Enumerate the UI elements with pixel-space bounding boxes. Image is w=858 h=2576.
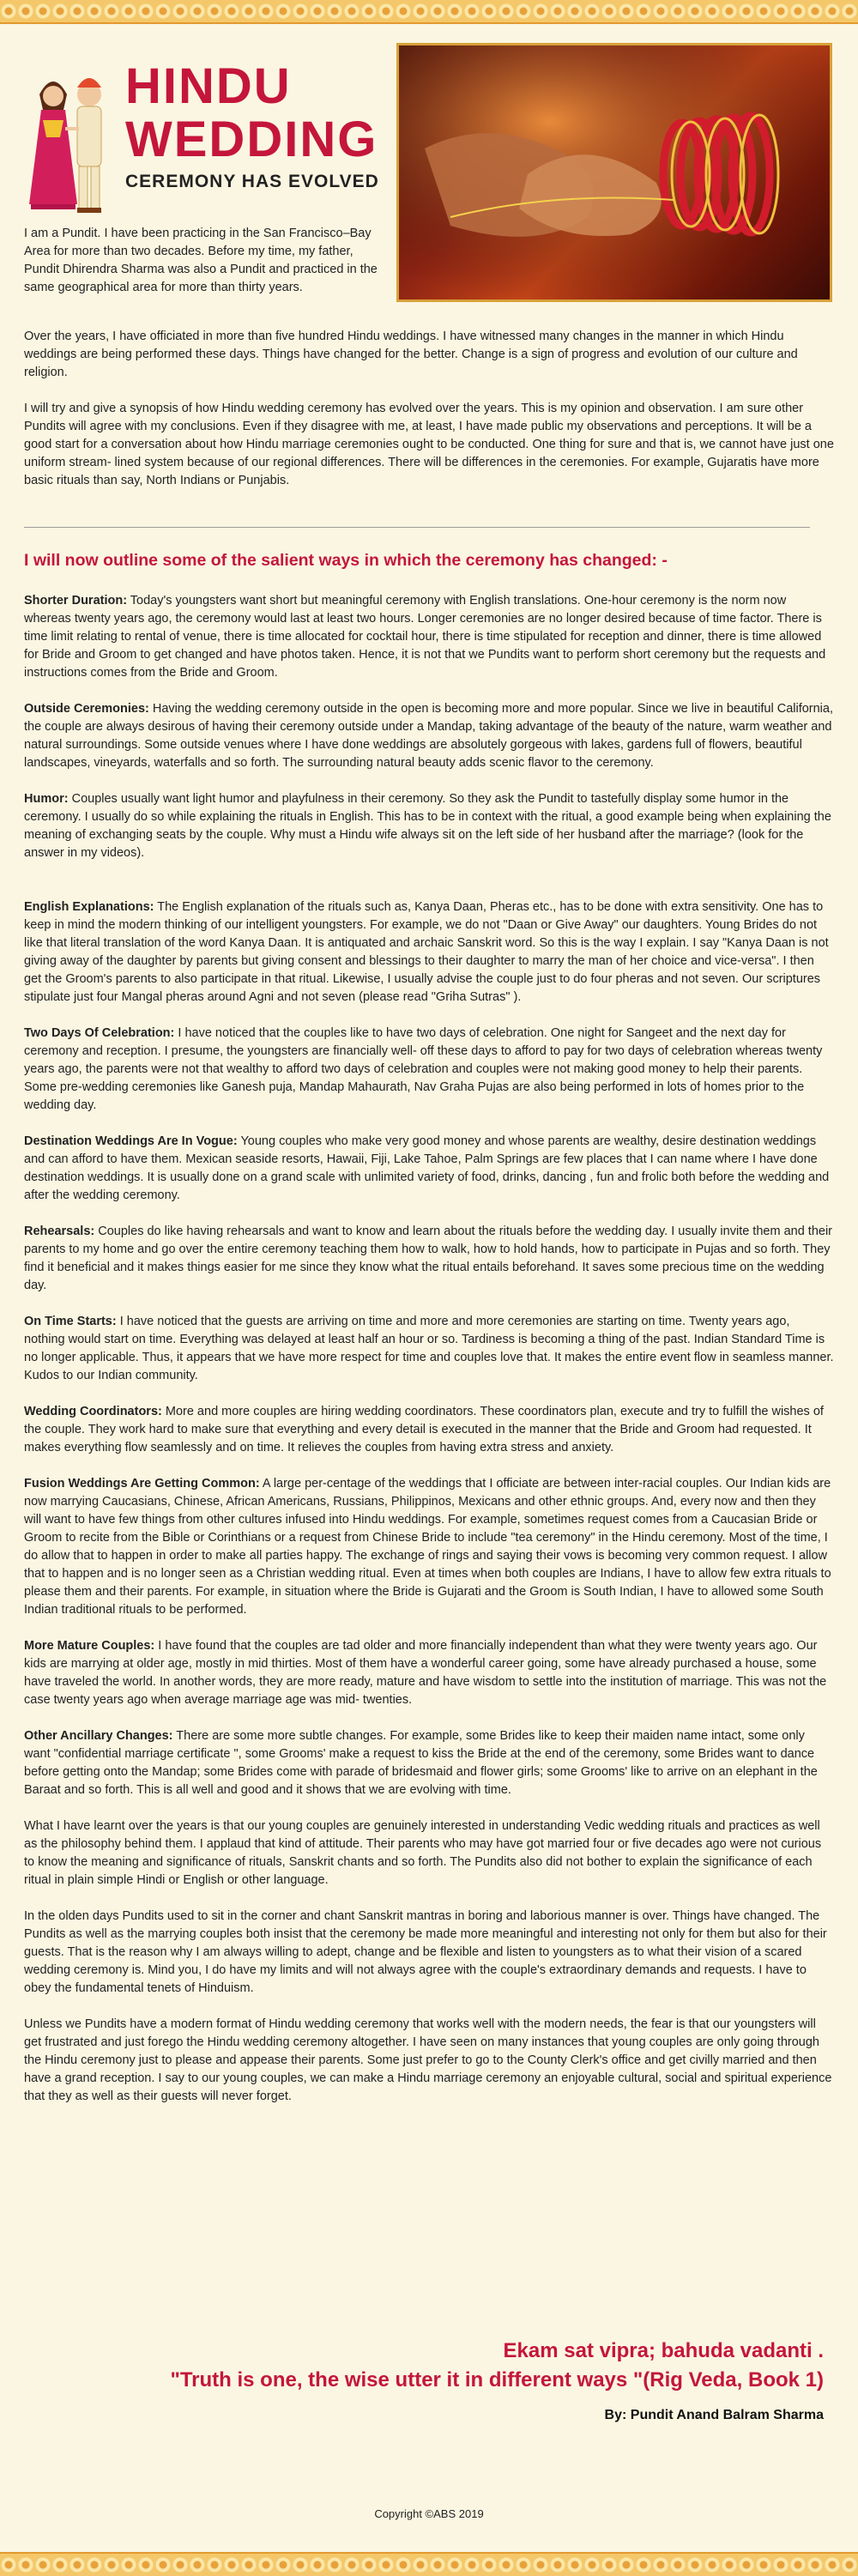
closing-paragraph-1: What I have learnt over the years is that our young couples are genuinely interested in understanding Vedic wedding rituals and practices as well as the philosophy behind them. I applaud that kind of attitude. Their parents who may have got married four or five decades ago were not curious to know the meaning and significance of rituals, Sanskrit chants and so forth. The Pundits also did not bother to explain the significance of each ritual in plain simple Hindi or English or other language.	[24, 1819, 822, 1887]
section-text: There are some more subtle changes. For example, some Brides like to keep their maiden name intact, some only want "confidential marriage certificate ", some Grooms' make a request to kiss the Bride at the end of the ceremony, some Brides want to dance before getting onto the Mandap; some Brides come with parade of bridesmaid and flower girls; some Grooms' like to arrive on an elephant in the Baraat and so forth. This is all well and good and it shows that we are evolving with time.	[24, 1729, 818, 1797]
section-text: More and more couples are hiring wedding coordinators. These coordinators plan, execute and try to fulfill the wishes of the couple. They work hard to make sure that everything and every detail is executed in the manner that the Bride and Groom had requested. It makes everything flow seamlessly and on time. It relieves the couples from having extra stress and anxiety.	[24, 1405, 824, 1454]
section-heading: Rehearsals:	[24, 1225, 95, 1238]
section-text: Having the wedding ceremony outside in the open is becoming more and more popular. Since we live in beautiful California, the couple are always desirous of having their ceremony outside under a Mandap, taking advantage of the beauty of the nature, warm weather and natural surroundings. Some outside venues where I have done weddings are absolutely gorgeous with lakes, gardens full of flowers, beautiful landscapes, vineyards, waterfalls and so forth. The surrounding natural beauty adds scenic flavor to the ceremony.	[24, 702, 833, 770]
intro-paragraph-3: I will try and give a synopsis of how Hindu wedding ceremony has evolved over the years. This is my opinion and observation. I am sure other Pundits will agree with my conclusions. Even if they disagree with me, at least, I have made public my observations and perceptions. It will be a good start for a conversation about how Hindu marriage ceremonies ought to be conducted. One thing for sure and that is, we cannot have just one uniform stream- lined system because of our regional differences. There will be differences in the ceremonies. For example, Gujaratis have more basic rituals than say, North Indians or Punjabis.	[24, 402, 834, 487]
section-fusion-weddings	[24, 1475, 834, 1619]
closing-paragraph-2: In the olden days Pundits used to sit in the corner and chant Sanskrit mantras in boring and laborious manner is over. Things have changed. The Pundits as well as the marrying couples both insist that the ceremony be made more meaningful and interesting not only for them but also for their guests. That is the reason why I am always willing to adept, change and be flexible and listen to youngsters as to what their vision of a scared wedding ceremony is. Mind you, I do have my limits and will not always agree with the couple's extraordinary demands and requests. I have to obey the fundamental tenets of Hinduism.	[24, 1909, 827, 1995]
section-heading: Shorter Duration:	[24, 594, 128, 608]
section-mature-couples	[24, 1637, 834, 1709]
section-text: The English explanation of the rituals such as, Kanya Daan, Pheras etc., has to be done with extra sensitivity. One has to keep in mind the modern thinking of our intelligent youngsters. For example, we do not "Daan or Give Away" our daughters. Young Brides do not like that literal translation of the word Kanya Daan. It is antiquated and archaic Sanskrit word. So this is the way I explain. I say "Kanya Daan is not giving away of the daughter by parents but giving consent and blessings to their daughter to marry the man of her choice and vice-versa". I then get the Groom's parents to also participate in that ritual. Likewise, I usually advise the couple just to do four pheras and not seven. Our scriptures stipulate just four Mangal pheras around Agni and not seven (please read "Griha Sutras" ).	[24, 900, 829, 1004]
section-english-explanations	[24, 898, 834, 1007]
decorative-border-bottom	[0, 2552, 858, 2576]
sanskrit-quote: Ekam sat vipra; bahuda vadanti .	[503, 2339, 824, 2362]
section-text: I have found that the couples are tad older and more financially independent than what they were twenty years ago. Our kids are marrying at older age, mostly in mid thirties. Most of them have a wonderful career going, some have already purchased a house, some have traveled the world. In another words, they are more ready, mature and have wisdom to settle into the institution of marriage. This was not the case twenty years ago when average marriage age was mid- twenties.	[24, 1639, 827, 1707]
intro-paragraph-2: Over the years, I have officiated in more than five hundred Hindu weddings. I have witnessed many changes in the manner in which Hindu weddings are being performed these days. Things have changed for the better. Change is a sign of progress and evolution of our culture and religion.	[24, 330, 798, 379]
title-line-2: WEDDING	[125, 112, 378, 167]
section-destination-weddings	[24, 1133, 834, 1205]
section-heading: On Time Starts:	[24, 1315, 117, 1328]
section-outside-ceremonies	[24, 700, 834, 772]
section-text: Young couples who make very good money and whose parents are wealthy, desire destination weddings and can afford to have them. Mexican seaside resorts, Hawaii, Fiji, Lake Tahoe, Palm Springs are few places that I can name where I have done destination weddings. It is usually done on a grand scale with unlimited variety of food, drinks, dancing , fun and frolic both before the wedding and after the wedding ceremony.	[24, 1134, 830, 1202]
section-two-days	[24, 1025, 834, 1115]
intro-paragraph-1: I am a Pundit. I have been practicing in the San Francisco–Bay Area for more than two decades. Before my time, my father, Pundit Dhirendra Sharma was also a Pundit and practiced in the same geographical area for more than thirty years.	[24, 227, 378, 294]
section-text: Couples do like having rehearsals and want to know and learn about the rituals before the wedding day. I usually invite them and their parents to my home and go over the entire ceremony teaching them how to walk, how to hold hands, how to participate in Pujas and so forth. They find it beneficial and it makes things easier for me since they know what the ritual entails beforehand. It saves some precious time on the wedding day.	[24, 1225, 833, 1292]
intro-body	[24, 328, 834, 508]
section-heading: Two Days Of Celebration:	[24, 1026, 175, 1040]
wedding-hands-photo	[396, 43, 832, 302]
section-heading: Humor:	[24, 792, 69, 806]
section-heading: Outside Ceremonies:	[24, 702, 149, 716]
section-shorter-duration	[24, 592, 834, 682]
section-on-time-starts	[24, 1313, 834, 1385]
decorative-border-top	[0, 0, 858, 24]
section-heading: More Mature Couples:	[24, 1639, 155, 1653]
copyright: Copyright ©ABS 2019	[374, 2507, 484, 2520]
section-text: I have noticed that the guests are arriving on time and more and more ceremonies are starting on time. Twenty years ago, nothing would start on time. Everything was delayed at least half an hour or so. Tardiness is becoming a thing of the past. Indian Standard Time is no longer applicable. Thus, it appears that we have more respect for time and couples love that. It makes the entire event flow in seamless manner. Kudos to our Indian community.	[24, 1315, 834, 1382]
section-heading: Wedding Coordinators:	[24, 1405, 162, 1418]
section-humor	[24, 790, 834, 862]
subtitle: CEREMONY HAS EVOLVED	[125, 172, 379, 191]
divider	[24, 527, 810, 528]
section-text: Today's youngsters want short but meaningful ceremony with English translations. One-hour ceremony is the norm now whereas twenty years ago, the ceremony would last at least two hours. Longer ceremonies are no longer desired because of time factor. There is time limit relating to rental of venue, there is time allocated for cocktail hour, there is time stipulated for reception and dinner, there is time allowed for Bride and Groom to get changed and have photos taken. Hence, it is not that we Pundits want to perform short ceremony but the requests and instructions comes from the Bride and Groom.	[24, 594, 826, 680]
closing-paragraph-3: Unless we Pundits have a modern format of Hindu wedding ceremony that works well with the modern needs, the fear is that our youngsters will get frustrated and just forego the Hindu wedding ceremony altogether. I have seen on many instances that young couples are only going through the Hindu ceremony just to please and appease their parents. Some just prefer to go to the County Clerk's office and get civilly married and then have a grand reception. I say to our young couples, we can make a Hindu marriage ceremony an enjoyable cultural, social and spiritual experience that they as well as their guests will never forget.	[24, 2017, 832, 2103]
changes-list	[24, 592, 834, 2124]
page-title	[125, 60, 400, 192]
bride-groom-illustration	[24, 60, 118, 223]
section-text: I have noticed that the couples like to have two days of celebration. One night for Sangeet and the next day for ceremony and reception. I presume, the youngsters are financially well- off these days to afford to pay for two days of celebration whereas twenty years ago, the parents were not that wealthy to afford two days of celebration and couples were not making good money to help their parents. Some pre-wedding ceremonies like Ganesh puja, Mandap Mahaurath, Nav Graha Pujas are also being performed in lots of homes prior to the wedding day.	[24, 1026, 823, 1112]
section-wedding-coordinators	[24, 1403, 834, 1457]
author-byline: By: Pundit Anand Balram Sharma	[604, 2408, 824, 2422]
section-text: A large per-centage of the weddings that I officiate are between inter-racial couples. Our Indian kids are now marrying Caucasians, Chinese, African Americans, Russians, Philippinos, Mexicans and other ethnic groups. And, every now and then they will want to have few things from other cultures infused into Hindu weddings. For example, sometimes request comes from a Caucasian Bride or Groom to recite from the Bible or Corinthians or a request from Chinese Bride to include "tea ceremony" in the Hindu ceremony. Most of the time, I do allow that to happen in order to make all parties happy. The exchange of rings and saying their vows is becoming very common request. I allow that to happen and is no longer seen as a Christian wedding ritual. Even at times when both couples are Indians, I have to allow few extra rituals to please them and their parents. For example, in situation where the Bride is Gujarati and the Groom is South Indian, I have to allowed some South Indian traditional rituals to be performed.	[24, 1477, 831, 1617]
outline-heading: I will now outline some of the salient ways in which the ceremony has changed: -	[24, 551, 668, 570]
section-heading: Fusion Weddings Are Getting Common:	[24, 1477, 260, 1491]
section-rehearsals	[24, 1223, 834, 1295]
section-ancillary-changes	[24, 1727, 834, 1799]
quote-translation: "Truth is one, the wise utter it in different ways "(Rig Veda, Book 1)	[170, 2368, 824, 2392]
title-line-1: HINDU	[125, 58, 292, 114]
section-heading: English Explanations:	[24, 900, 154, 914]
hands-bangles-illustration	[399, 45, 830, 299]
section-heading: Other Ancillary Changes:	[24, 1729, 173, 1743]
section-heading: Destination Weddings Are In Vogue:	[24, 1134, 238, 1148]
section-text: Couples usually want light humor and playfulness in their ceremony. So they ask the Pundit to tastefully display some humor in the ceremony. I usually do so while explaining the rituals in English. This has to be in context with the ritual, a good example being when explaining the meaning of exchanging seats by the couple. Why must a Hindu wife always sit on the left side of her husband after the marriage? (look for the answer in my videos).	[24, 792, 831, 860]
